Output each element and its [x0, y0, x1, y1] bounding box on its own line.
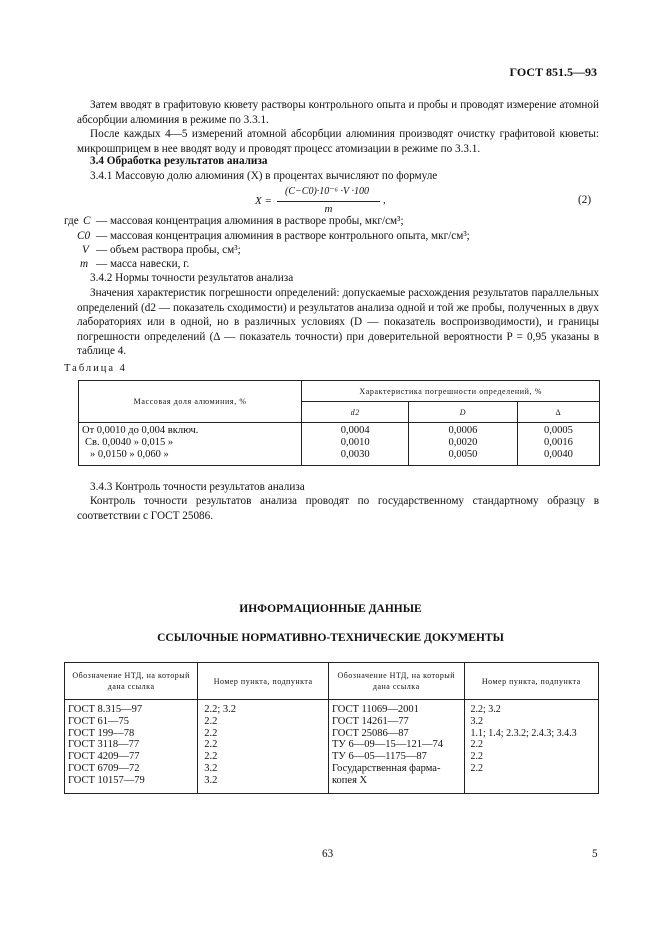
info-title: ИНФОРМАЦИОННЫЕ ДАННЫЕ	[239, 603, 422, 615]
paragraph-injection: Затем вводят в графитовую кювету растворы контрольного опыта и пробы и проводят измерение атомной абсорбции алюминия в режиме по 3.3.1.	[77, 99, 599, 126]
table-4-col-main: Массовая доля алюминия, %	[79, 381, 302, 423]
refs-header: Обозначение НТД, на который дана ссылка	[65, 663, 198, 700]
formula-fraction-line	[277, 201, 380, 202]
list-item: 3.2	[204, 762, 218, 774]
table-4-col-delta: Δ	[517, 402, 599, 423]
table-4-d2-values	[302, 423, 409, 466]
list-item: ТУ 6—09—15—121—74	[331, 739, 443, 751]
value-cell: 0,0020	[448, 437, 478, 448]
range-cell: » 0,0150 » 0,060 »	[90, 449, 169, 460]
table-4-D-values	[409, 423, 518, 466]
refs-col-right-docs	[328, 700, 464, 794]
section-3-4-1-text: 3.4.1 Массовую долю алюминия (X) в процентах вычисляют по формуле	[90, 170, 438, 182]
list-item: 2.2	[204, 739, 218, 751]
definition-text: — масса навески, г.	[96, 258, 190, 270]
definition-symbol: m	[80, 258, 89, 270]
list-item: ГОСТ 199—78	[68, 727, 135, 739]
sheet-number: 5	[592, 848, 598, 860]
table-4-col-group: Характеристика погрешности определений, %	[302, 381, 600, 402]
list-item: 2.2; 3.2	[470, 704, 501, 715]
definition-symbol: V	[82, 244, 89, 256]
list-item: ГОСТ 10157—79	[68, 774, 145, 786]
formula-denominator: m	[324, 203, 333, 215]
list-item: копея X	[331, 774, 368, 786]
list-item: ГОСТ 6709—72	[68, 762, 140, 774]
list-item: 2.2	[204, 715, 218, 727]
table-4-ranges	[79, 423, 302, 466]
refs-header: Обозначение НТД, на который дана ссылка	[328, 663, 464, 700]
definition-symbol: C0	[77, 230, 91, 242]
definition-text: — объем раствора пробы, см³;	[96, 244, 241, 256]
definition-prefix: где	[64, 215, 79, 227]
value-cell: 0,0005	[543, 425, 573, 436]
formula-number: (2)	[578, 194, 592, 206]
list-item: ТУ 6—05—1175—87	[331, 751, 427, 763]
list-item: 2.2	[470, 762, 484, 774]
formula-lhs: X =	[255, 195, 272, 207]
list-item: 2.2	[470, 751, 484, 763]
list-item: Государственная фарма-	[331, 762, 441, 774]
value-cell: 0,0016	[543, 437, 573, 448]
table-4-delta-values	[517, 423, 599, 466]
value-cell: 0,0030	[340, 449, 370, 460]
list-item: 1.1; 1.4; 2.3.2; 2.4.3; 3.4.3	[470, 727, 577, 739]
list-item: ГОСТ 4209—77	[68, 751, 140, 763]
section-3-4-3-text: Контроль точности результатов анализа проводят по государственному стандартному образцу в соответствии с ГОСТ 25086.	[77, 495, 599, 522]
list-item: 2.2; 3.2	[204, 704, 237, 715]
list-item: ГОСТ 25086—87	[331, 727, 409, 739]
page-number: 63	[322, 848, 334, 860]
refs-col-left-items	[198, 700, 329, 794]
table-4-col-d2: d2	[302, 402, 409, 423]
definition-symbol: C	[83, 215, 91, 227]
list-item: 2.2	[204, 727, 218, 739]
list-item: ГОСТ 8.315—97	[68, 704, 143, 715]
list-item: ГОСТ 61—75	[68, 715, 130, 727]
formula-comma: ,	[383, 194, 386, 206]
list-item: 3.2	[204, 774, 218, 786]
list-item: ГОСТ 14261—77	[331, 715, 409, 727]
paragraph-cleaning: После каждых 4—5 измерений атомной абсорбции алюминия производят очистку графитовой кюветы: микрошприцем в нее вводят воду и проводят процесс атомизации в режиме по 3.3.1.	[77, 128, 599, 155]
range-cell: От 0,0010 до 0,004 включ.	[82, 425, 199, 436]
section-3-4-3-title: 3.4.3 Контроль точности результатов анализа	[90, 481, 305, 493]
formula-numerator: (C−C0)·10⁻⁶ ·V ·100	[285, 186, 369, 197]
refs-col-left-docs	[65, 700, 198, 794]
refs-header: Номер пункта, подпункта	[464, 663, 598, 700]
list-item: 2.2	[204, 751, 218, 763]
list-item: ГОСТ 3118—77	[68, 739, 140, 751]
range-cell: Св. 0,0040 » 0,015 »	[85, 437, 174, 448]
value-cell: 0,0040	[543, 449, 573, 460]
section-3-4-2-title: 3.4.2 Нормы точности результатов анализа	[90, 272, 294, 284]
refs-subtitle: ССЫЛОЧНЫЕ НОРМАТИВНО-ТЕХНИЧЕСКИЕ ДОКУМЕНТЫ	[157, 632, 504, 644]
table-row	[79, 423, 600, 466]
table-4	[78, 380, 600, 466]
table-row	[65, 700, 599, 794]
refs-header: Номер пункта, подпункта	[198, 663, 329, 700]
references-table	[64, 662, 599, 794]
section-3-4-title: 3.4 Обработка результатов анализа	[90, 155, 268, 167]
value-cell: 0,0006	[448, 425, 478, 436]
section-3-4-2-text: Значения характеристик погрешности определений: допускаемые расхождения результатов параллельных определений (d2 — показатель сходимости) и результатов анализа одной и той же пробы, полученных в двух лабораториях или в одной, но в различных условиях (D — показатель воспроизводимости), и границы погрешности определений (Δ — показатель точности) при доверительной вероятности P = 0,95 указаны в таблице 4.	[77, 287, 599, 357]
list-item: 2.2	[470, 739, 484, 751]
table-4-col-D: D	[409, 402, 518, 423]
value-cell: 0,0010	[340, 437, 370, 448]
definition-text: — массовая концентрация алюминия в растворе контрольного опыта, мкг/см³;	[96, 230, 470, 242]
list-item: 3.2	[470, 715, 484, 727]
value-cell: 0,0050	[448, 449, 478, 460]
document-code: ГОСТ 851.5—93	[509, 65, 597, 79]
list-item: ГОСТ 11069—2001	[331, 704, 419, 715]
table-4-caption: Таблица 4	[64, 363, 127, 374]
value-cell: 0,0004	[340, 425, 370, 436]
definition-text: — массовая концентрация алюминия в растворе пробы, мкг/см³;	[96, 215, 404, 227]
refs-col-right-items	[464, 700, 598, 794]
